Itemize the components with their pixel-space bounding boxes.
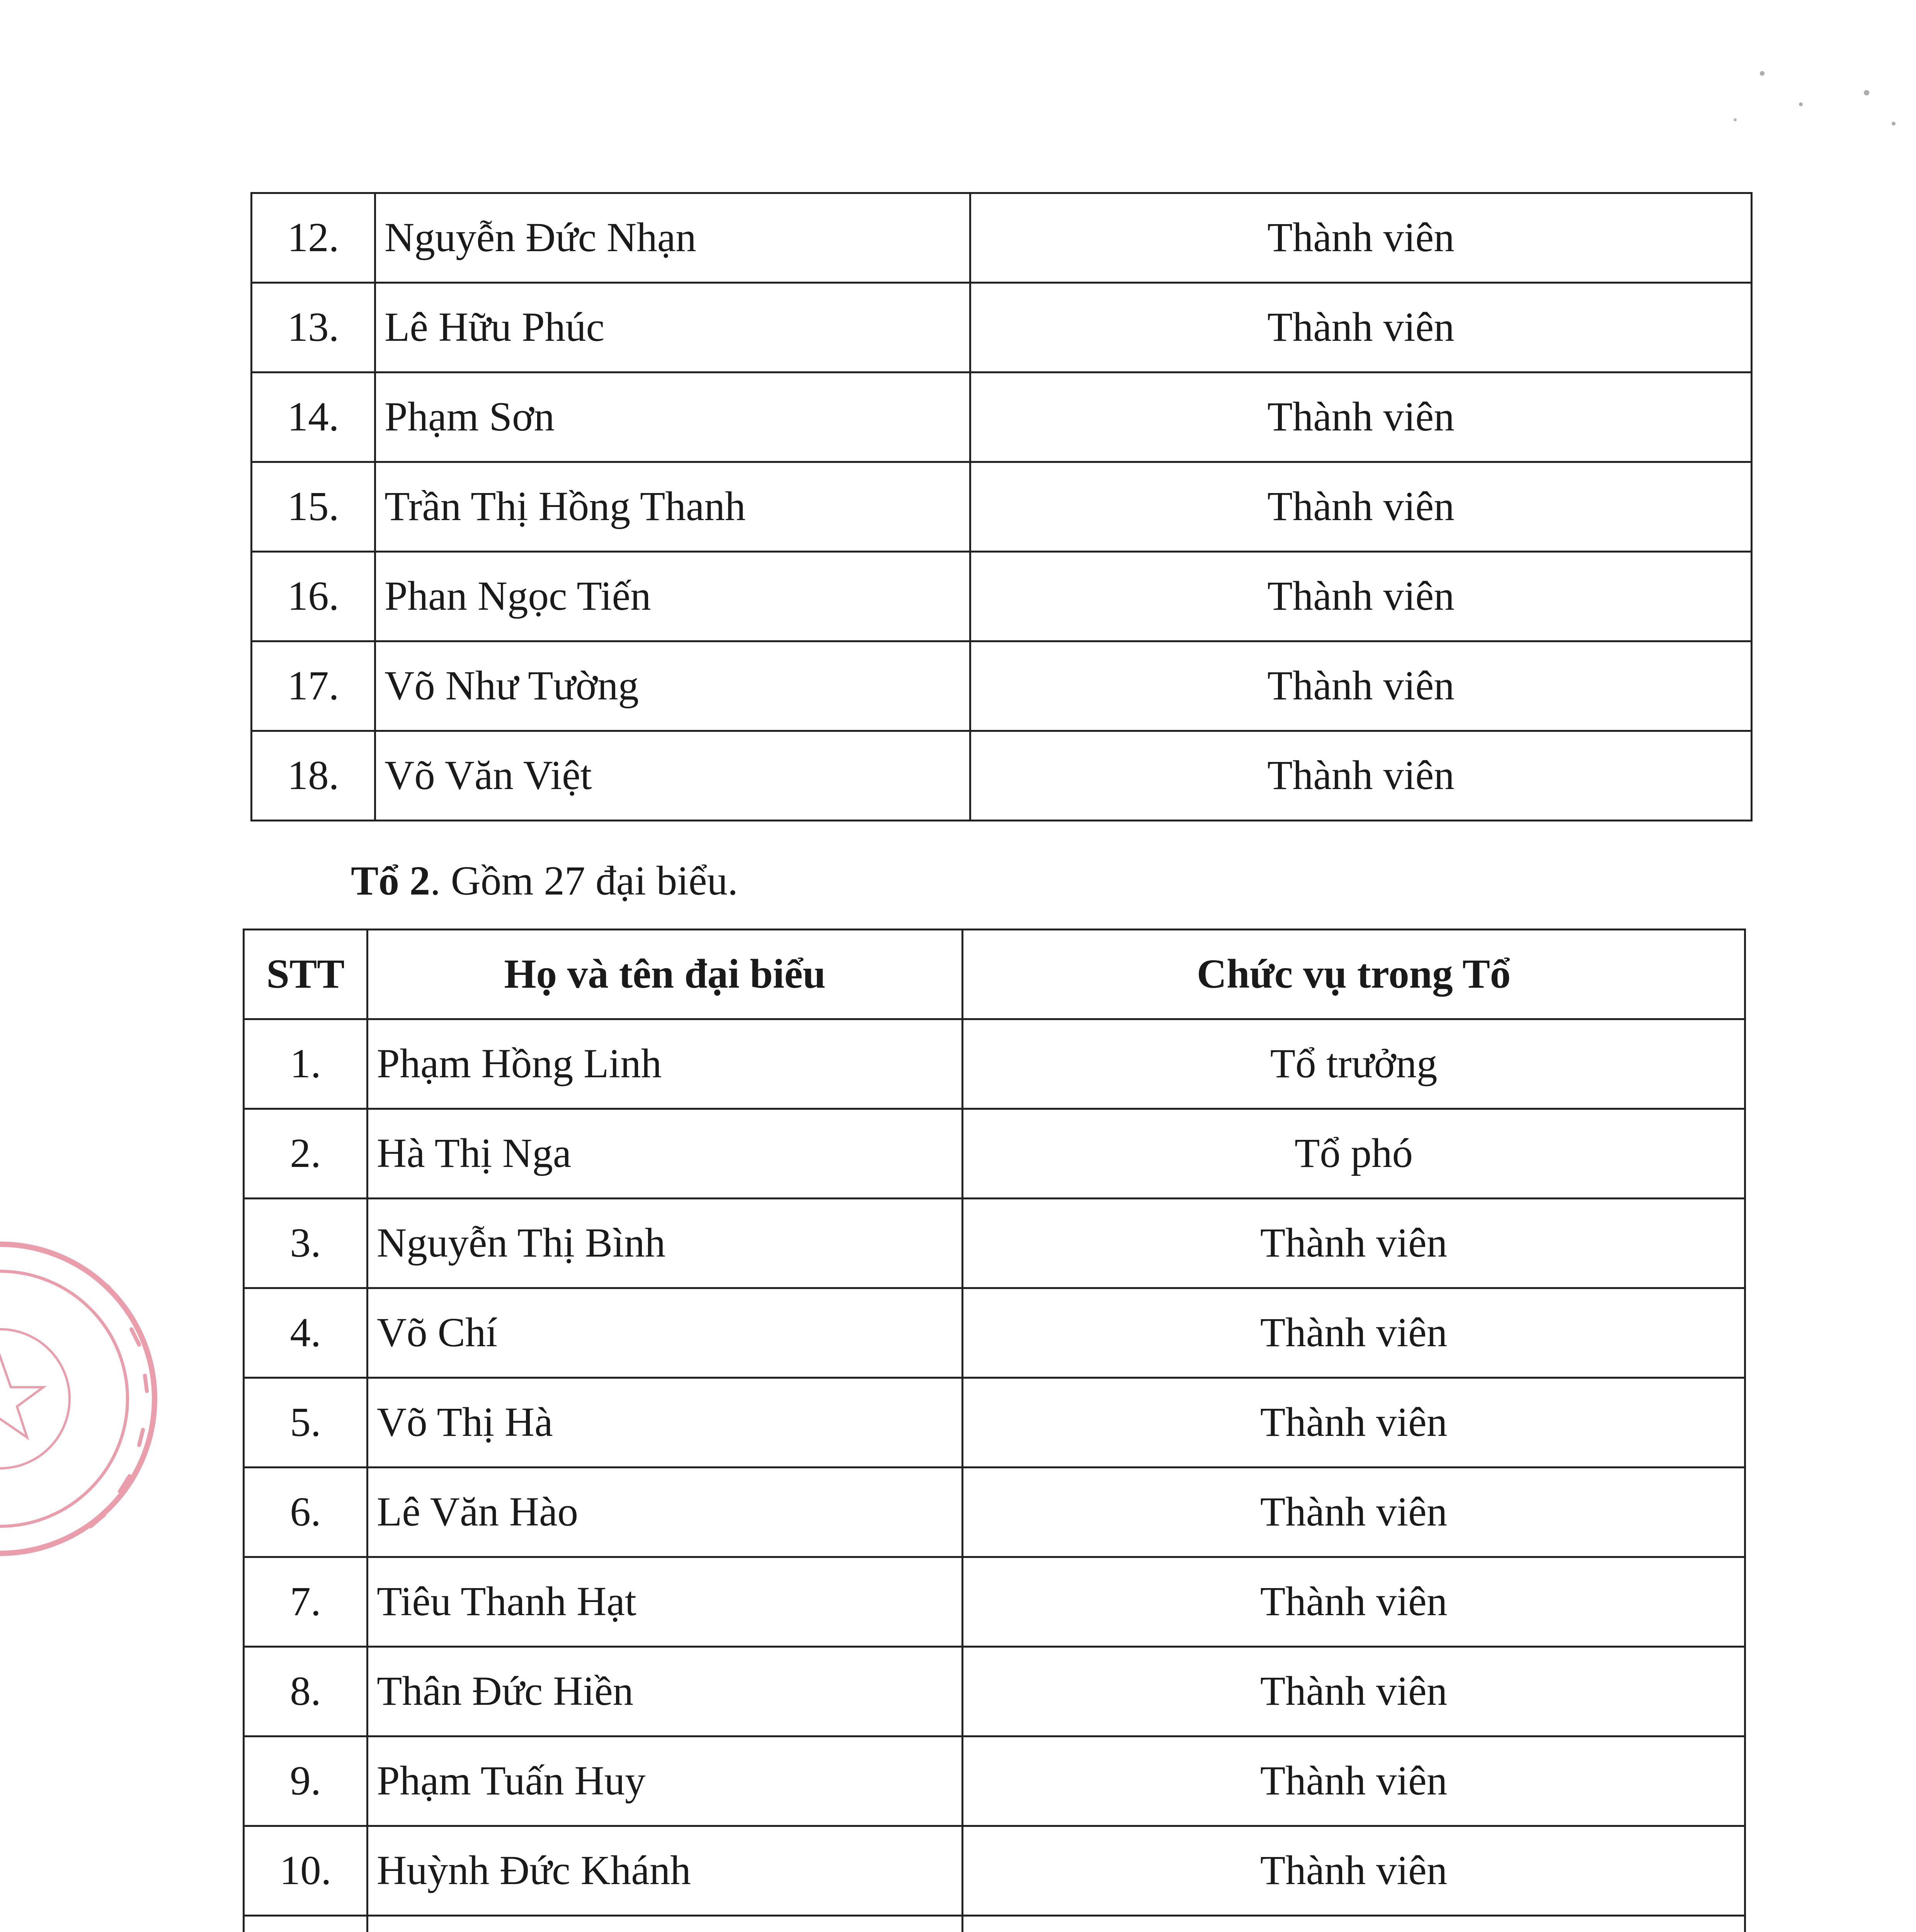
- row-number: 4.: [244, 1288, 368, 1378]
- delegate-name: Phan Ngọc Tiến: [375, 552, 970, 641]
- delegate-name: Nguyễn Đức Nhạn: [375, 193, 970, 283]
- delegate-role: Tổ trưởng: [963, 1019, 1745, 1109]
- table-row: [244, 1199, 1745, 1288]
- table-row: [252, 193, 1752, 283]
- group-1-members-table: [250, 192, 1753, 821]
- table-row: [252, 462, 1752, 552]
- row-number: 7.: [244, 1557, 368, 1647]
- delegate-name: Võ Như Tường: [375, 641, 970, 731]
- table-header-row: [244, 930, 1745, 1019]
- table-row: [252, 552, 1752, 641]
- table-row: [252, 283, 1752, 372]
- row-number: 8.: [244, 1647, 368, 1736]
- red-seal-stamp: [0, 1229, 185, 1569]
- group-2-description: . Gồm 27 đại biểu.: [430, 858, 738, 904]
- table-row: [244, 1557, 1745, 1647]
- delegate-name: Võ Thị Hà: [368, 1378, 963, 1468]
- table-row: [244, 1288, 1745, 1378]
- delegate-role: Thành viên: [970, 731, 1752, 821]
- table-row: [244, 1019, 1745, 1109]
- table-row: [244, 1468, 1745, 1557]
- delegate-name: [368, 1916, 963, 1932]
- header-name: Họ và tên đại biểu: [368, 930, 963, 1019]
- header-stt: STT: [244, 930, 368, 1019]
- row-number: 12.: [252, 193, 375, 283]
- delegate-name: Thân Đức Hiền: [368, 1647, 963, 1736]
- row-number: 10.: [244, 1826, 368, 1916]
- row-number: 5.: [244, 1378, 368, 1468]
- table-row: [244, 1916, 1745, 1932]
- delegate-role: Thành viên: [963, 1199, 1745, 1288]
- row-number: 1.: [244, 1019, 368, 1109]
- group-2-heading: [351, 854, 738, 908]
- group-2-label: Tổ 2: [351, 858, 431, 904]
- row-number: 6.: [244, 1468, 368, 1557]
- table-row: [252, 641, 1752, 731]
- delegate-name: Phạm Hồng Linh: [368, 1019, 963, 1109]
- delegate-role: Thành viên: [963, 1826, 1745, 1916]
- header-role: Chức vụ trong Tổ: [963, 930, 1745, 1019]
- row-number: 17.: [252, 641, 375, 731]
- table-row: [244, 1647, 1745, 1736]
- delegate-name: Nguyễn Thị Bình: [368, 1199, 963, 1288]
- delegate-role: Thành viên: [963, 1557, 1745, 1647]
- delegate-role: Thành viên: [970, 641, 1752, 731]
- group-1-table-body: [252, 193, 1752, 821]
- delegate-role: Thành viên: [963, 1736, 1745, 1826]
- row-number: 18.: [252, 731, 375, 821]
- delegate-role: Thành viên: [970, 462, 1752, 552]
- delegate-name: Phạm Tuấn Huy: [368, 1736, 963, 1826]
- table-row: [244, 1109, 1745, 1199]
- delegate-name: Huỳnh Đức Khánh: [368, 1826, 963, 1916]
- group-2-members-table: [243, 929, 1746, 1932]
- row-number: 16.: [252, 552, 375, 641]
- delegate-role: Thành viên: [970, 193, 1752, 283]
- table-row: [244, 1378, 1745, 1468]
- delegate-role: Thành viên: [970, 372, 1752, 462]
- table-row: [252, 731, 1752, 821]
- table-row: [244, 1736, 1745, 1826]
- delegate-name: Hà Thị Nga: [368, 1109, 963, 1199]
- delegate-role: Thành viên: [963, 1468, 1745, 1557]
- delegate-role: Thành viên: [963, 1647, 1745, 1736]
- delegate-role: Thành viên: [963, 1378, 1745, 1468]
- delegate-role: [963, 1916, 1745, 1932]
- scan-specks: [1700, 46, 1901, 147]
- delegate-role: Thành viên: [970, 283, 1752, 372]
- row-number: 15.: [252, 462, 375, 552]
- row-number: 13.: [252, 283, 375, 372]
- table-row: [244, 1826, 1745, 1916]
- table-row: [252, 372, 1752, 462]
- delegate-name: Võ Văn Việt: [375, 731, 970, 821]
- delegate-role: Thành viên: [963, 1288, 1745, 1378]
- group-2-table-body: [244, 1019, 1745, 1932]
- delegate-name: Trần Thị Hồng Thanh: [375, 462, 970, 552]
- delegate-name: Phạm Sơn: [375, 372, 970, 462]
- delegate-name: Lê Hữu Phúc: [375, 283, 970, 372]
- row-number: 2.: [244, 1109, 368, 1199]
- row-number: 3.: [244, 1199, 368, 1288]
- delegate-name: Tiêu Thanh Hạt: [368, 1557, 963, 1647]
- row-number: [244, 1916, 368, 1932]
- delegate-name: Võ Chí: [368, 1288, 963, 1378]
- row-number: 9.: [244, 1736, 368, 1826]
- row-number: 14.: [252, 372, 375, 462]
- delegate-role: Tổ phó: [963, 1109, 1745, 1199]
- delegate-role: Thành viên: [970, 552, 1752, 641]
- delegate-name: Lê Văn Hào: [368, 1468, 963, 1557]
